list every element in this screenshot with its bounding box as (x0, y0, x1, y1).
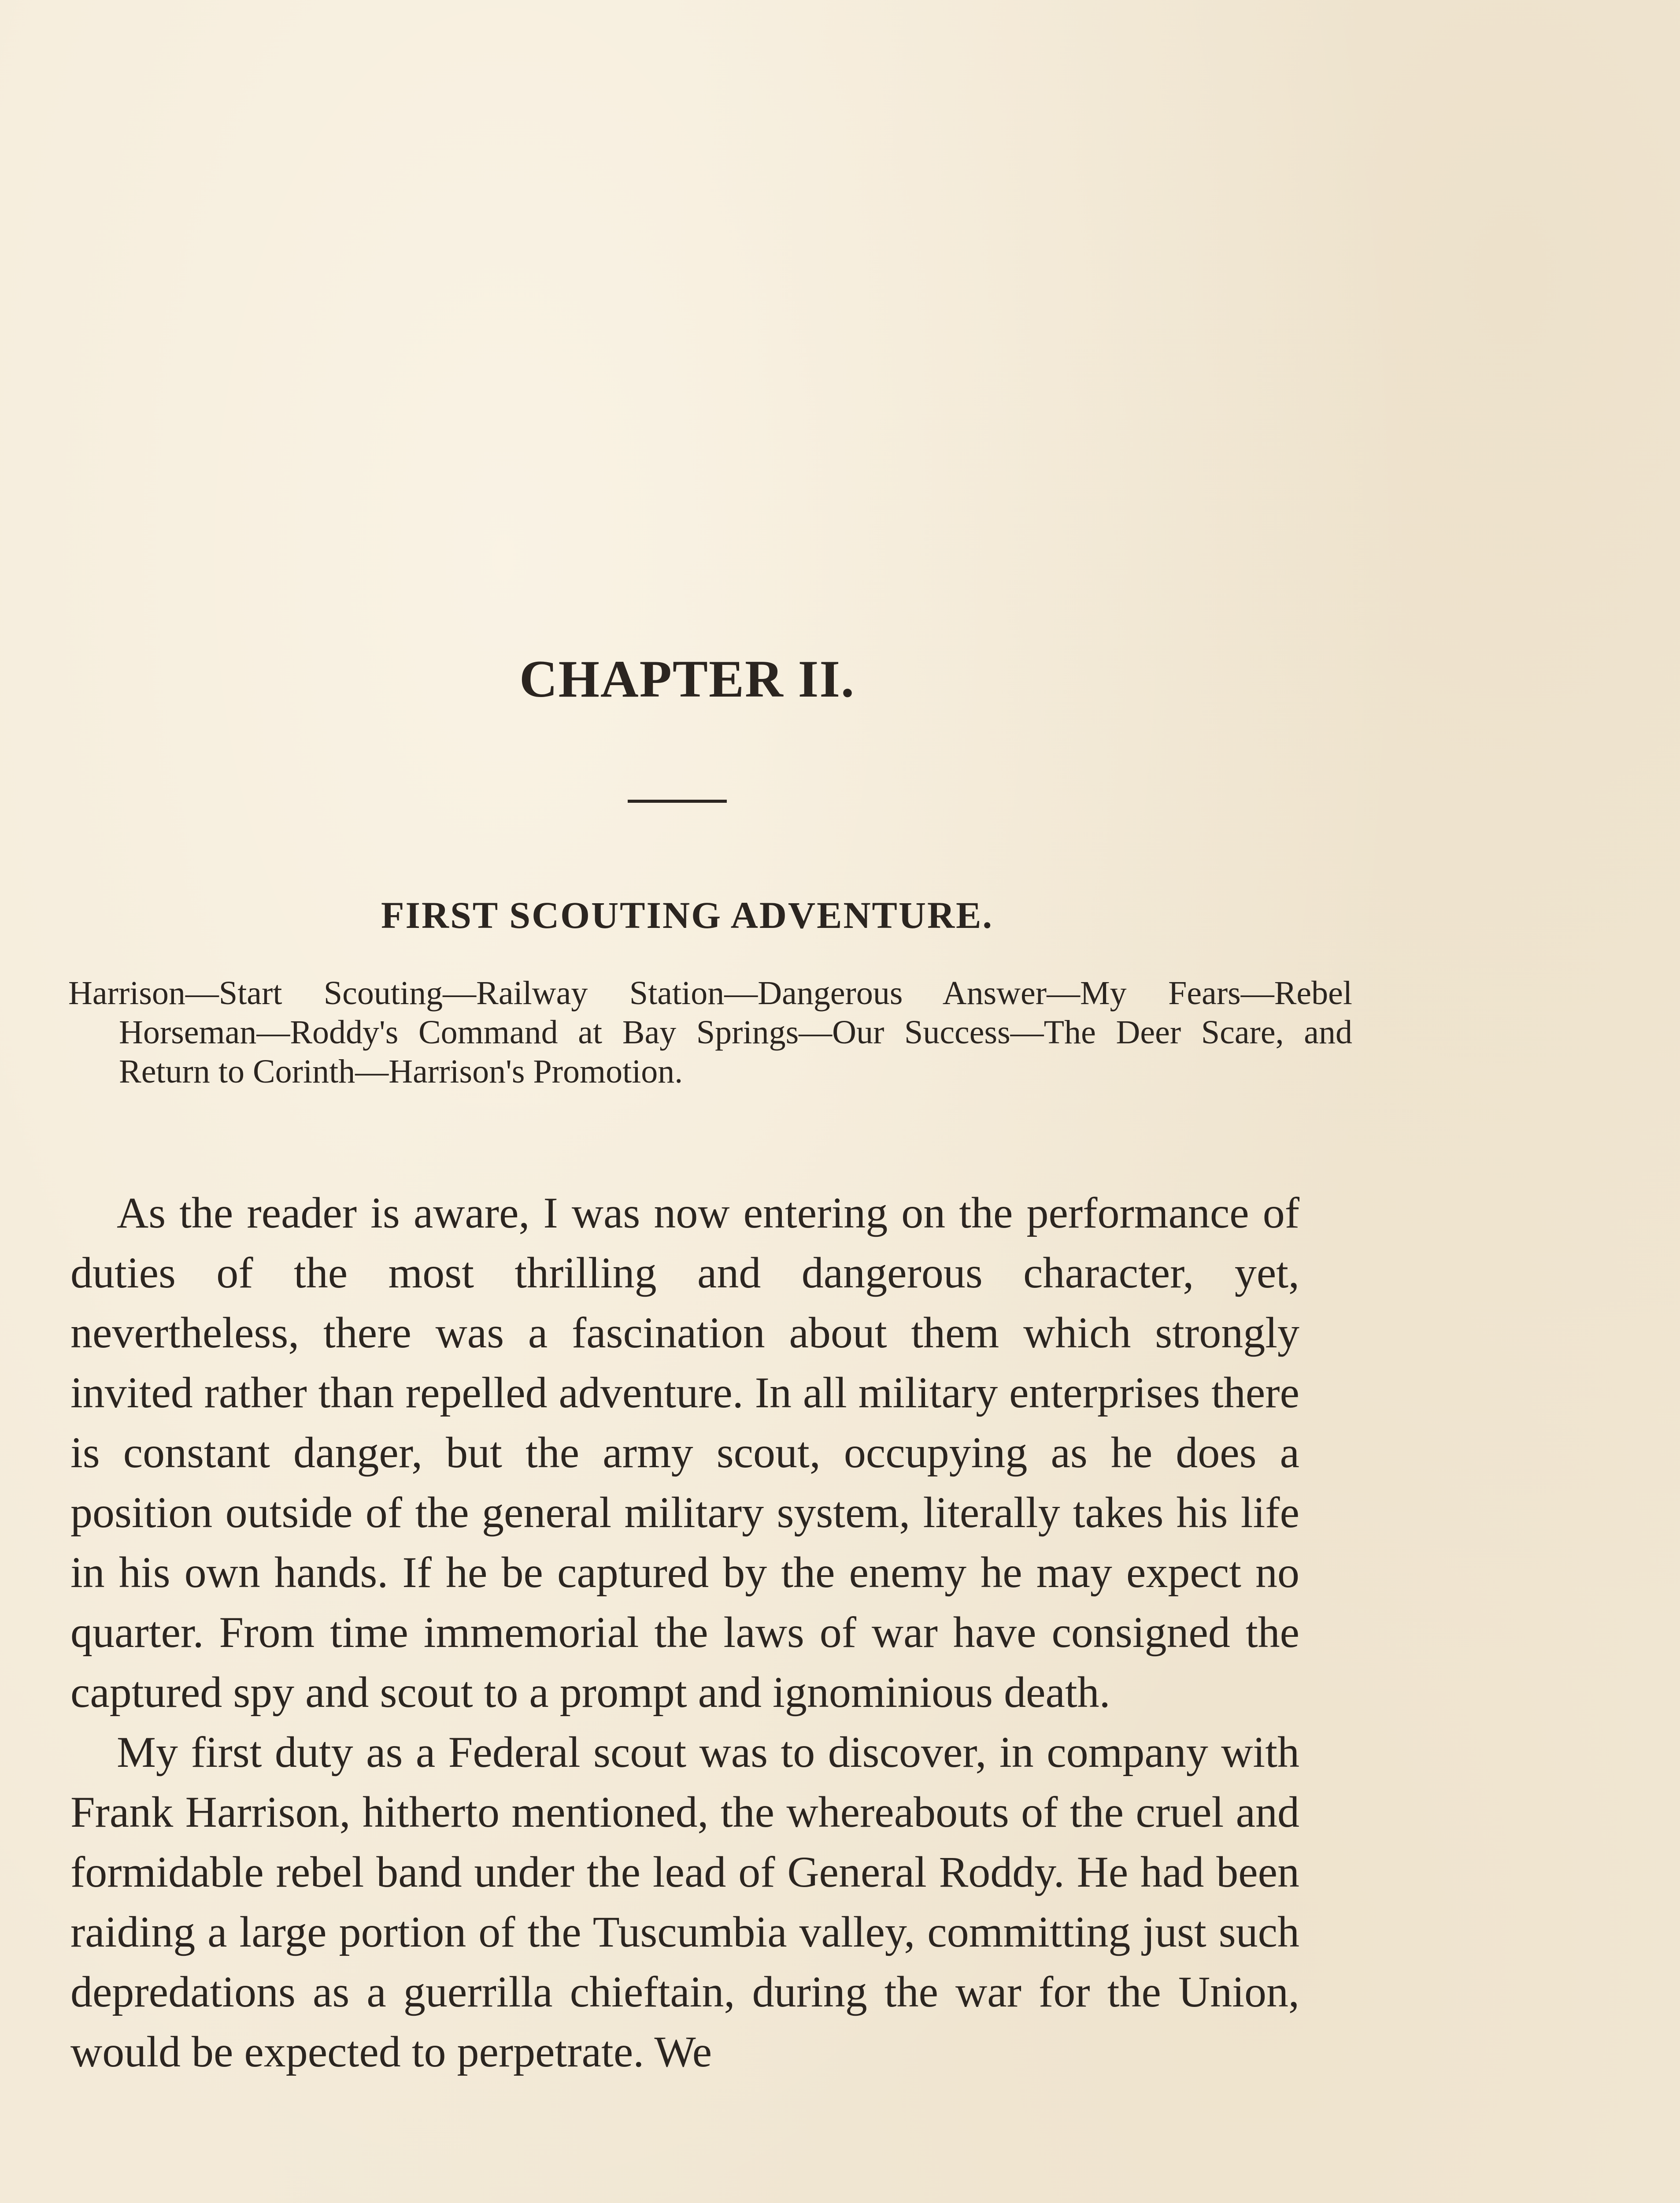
title-divider (628, 800, 727, 803)
chapter-synopsis: Harrison—Start Scouting—Railway Station—Dangerous Answer—My Fears—Rebel Horseman—Roddy's Command at Bay Springs—Our Success—The Deer Scare, and Return to Corinth—Harrison's Promotion. (68, 975, 1352, 1090)
body-text (70, 1183, 1299, 2082)
paragraph: As the reader is aware, I was now entering on the performance of duties of the most thrilling and dangerous character, yet, nevertheless, there was a fascination about them which strongly invited rather than repelled adventure. In all military enterprises there is constant danger, but the army scout, occupying as he does a position outside of the general military system, literally takes his life in his own hands. If he be captured by the enemy he may expect no quarter. From time immemorial the laws of war have consigned the captured spy and scout to a prompt and ignominious death. (70, 1188, 1299, 1717)
paragraph: My first duty as a Federal scout was to discover, in company with Frank Harrison, hitherto mentioned, the whereabouts of the cruel and formidable rebel band under the lead of General Roddy. He had been raiding a large portion of the Tuscumbia valley, committing just such depredations as a guerrilla chieftain, during the war for the Union, would be expected to perpetrate. We (70, 1728, 1299, 2076)
section-title: FIRST SCOUTING ADVENTURE. (381, 894, 993, 936)
chapter-title: CHAPTER II. (519, 649, 855, 708)
